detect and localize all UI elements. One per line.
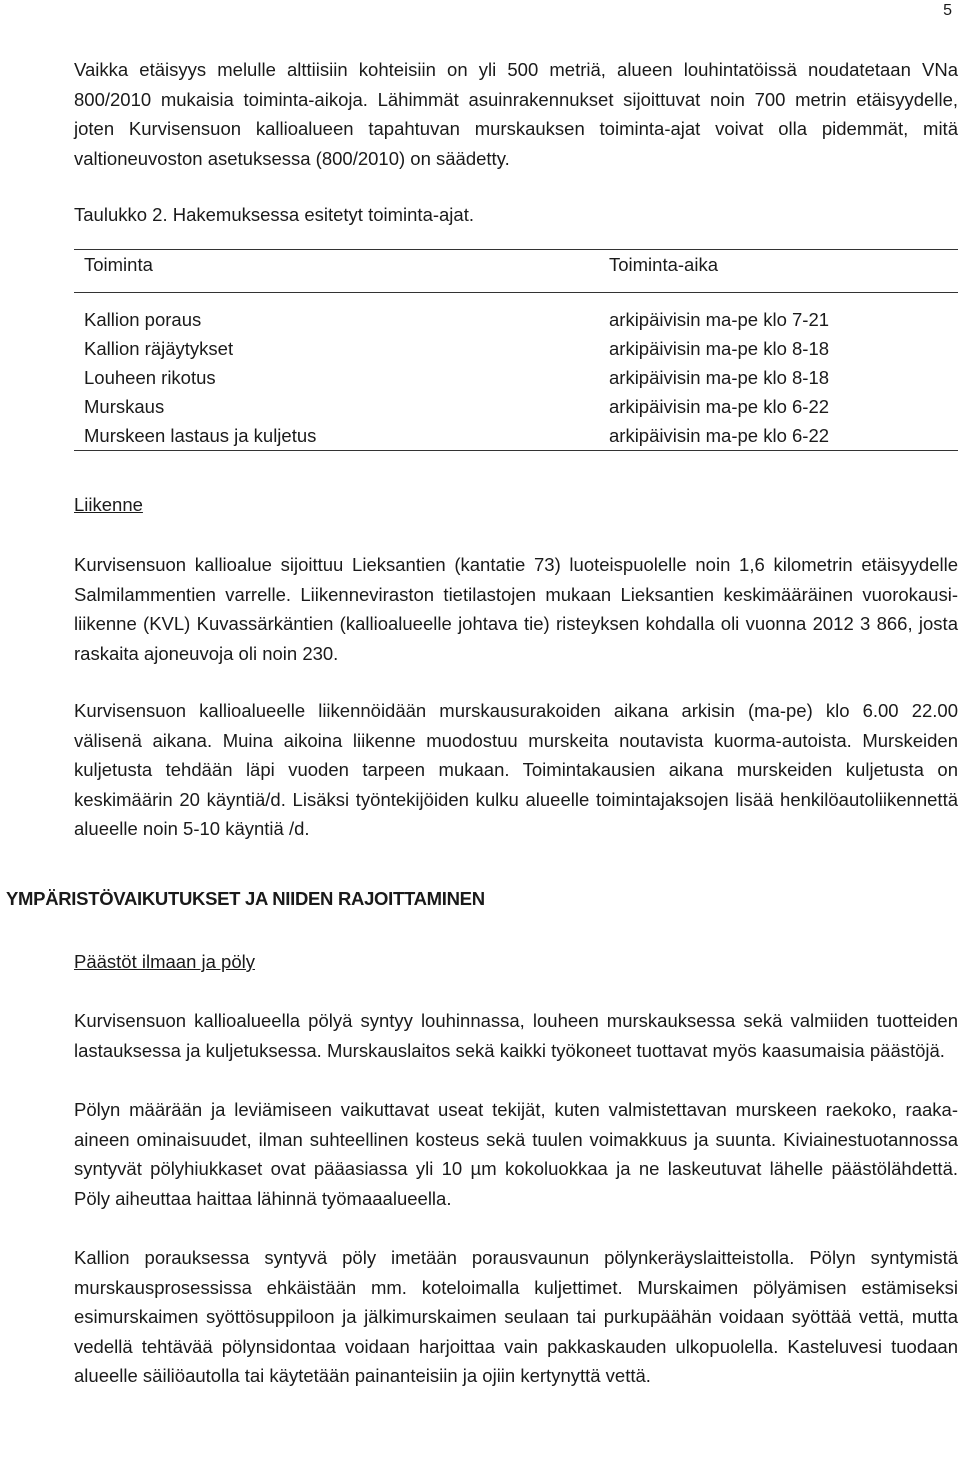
emissions-paragraph: Pölyn määrään ja leviämiseen vaikuttavat useat tekijät, kuten valmistettavan murskeen raekoko, raaka-aineen ominaisuudet, ilman suhteellinen kosteus sekä tuulen voimakkuus ja suunta. Kiviainestuotannossa syntyvät pölyhiukkaset ovat pääasiassa yli 10 µm kokoluokkaa ja ne laskeutuvat lähelle päästölähdettä. Pöly aiheuttaa haittaa lähinnä työmaaalueella. bbox=[74, 1099, 958, 1209]
intro-paragraph: Vaikka etäisyys melulle alttiisiin kohteisiin on yli 500 metriä, alueen louhintatöissä noudatetaan VNa 800/2010 mukaisia toiminta-aikoja. Lähimmät asuinrakennukset sijoittuvat noin 700 metrin etäisyydelle, joten Kurvisensuon kallioalueen tapahtuvan murskauksen toiminta-ajat voivat olla pidemmät, mitä valtioneuvoston asetuksessa (800/2010) on säädetty. bbox=[74, 59, 958, 169]
table-header-hours: Toiminta-aika bbox=[599, 250, 958, 293]
table-row bbox=[74, 363, 958, 392]
table-row bbox=[74, 392, 958, 421]
environment-section bbox=[74, 948, 958, 1391]
operating-hours-table bbox=[74, 249, 958, 451]
table-header-activity: Toiminta bbox=[74, 250, 599, 293]
page-number: 5 bbox=[943, 2, 952, 19]
table-cell-activity: Louheen rikotus bbox=[84, 367, 216, 388]
traffic-paragraph: Kurvisensuon kallioalue sijoittuu Lieksantien (kantatie 73) luoteispuolelle noin 1,6 kilometrin etäisyydelle Salmilammentien varrelle. Liikenneviraston tietilastojen mukaan Lieksantien keskimääräinen vuorokausi-liikenne (KVL) Kuvassärkäntien (kallioalueelle johtava tie) risteyksen kohdalla oli vuonna 2012 3 866, josta raskaita ajoneuvoja oli noin 230. bbox=[74, 554, 958, 664]
table-cell-activity: Murskeen lastaus ja kuljetus bbox=[74, 421, 599, 451]
table-cell-hours: arkipäivisin ma-pe klo 8-18 bbox=[609, 367, 830, 388]
emissions-paragraph: Kallion porauksessa syntyvä pöly imetään porausvaunun pölynkeräyslaitteistolla. Pölyn syntymistä murskausprosessissa ehkäistään mm. koteloimalla kuljettimet. Murskaimen pölyämisen estämiseksi esimurskaimen syöttösuppiloon ja jälkimurskaimen seulaan tai purkupäähän voidaan syöttää vettä, mutta vedellä tehtävää pölynsidontaa voidaan harjoittaa vain pakkaskauden ulkopuolella. Kasteluvesi tuodaan alueelle säiliöautolla tai käytetään painanteisiin ja ojiin kertynyttä vettä. bbox=[74, 1247, 958, 1386]
emissions-subheading: Päästöt ilmaan ja pöly bbox=[74, 951, 255, 972]
table-cell-hours: arkipäivisin ma-pe klo 6-22 bbox=[609, 396, 830, 417]
table-cell-hours: arkipäivisin ma-pe klo 8-18 bbox=[609, 338, 830, 359]
table-header-row bbox=[74, 250, 958, 293]
table-row bbox=[74, 421, 958, 451]
traffic-heading: Liikenne bbox=[74, 494, 143, 515]
emissions-paragraph: Kurvisensuon kallioalueella pölyä syntyy louhinnassa, louheen murskauksessa sekä valmiiden tuotteiden lastauksessa ja kuljetuksessa. Murskauslaitos sekä kaikki työkoneet tuottavat myös kaasumaisia päästöjä. bbox=[74, 1010, 958, 1061]
table-caption: Taulukko 2. Hakemuksessa esitetyt toiminta-ajat. bbox=[74, 204, 474, 225]
table-cell-activity: Kallion räjäytykset bbox=[84, 338, 234, 359]
table-cell-activity: Kallion poraus bbox=[84, 309, 202, 330]
table-cell-hours: arkipäivisin ma-pe klo 6-22 bbox=[599, 421, 958, 451]
table-cell-hours: arkipäivisin ma-pe klo 7-21 bbox=[609, 309, 830, 330]
table-row bbox=[74, 334, 958, 363]
table-row bbox=[74, 293, 958, 335]
document-body bbox=[74, 55, 958, 844]
section-heading-environment: YMPÄRISTÖVAIKUTUKSET JA NIIDEN RAJOITTAMINEN bbox=[6, 888, 485, 909]
table-cell-activity: Murskaus bbox=[84, 396, 165, 417]
traffic-paragraph: Kurvisensuon kallioalueelle liikennöidään murskausurakoiden aikana arkisin (ma-pe) klo 6.00 22.00 välisenä aikana. Muina aikoina liikenne muodostuu murskeita noutavista kuorma-autoista. Murskeiden kuljetusta tehdään läpi vuoden tarpeen mukaan. Toimintakausien aikana murskeiden kuljetusta on keskimäärin 20 käyntiä/d. Lisäksi työntekijöiden kulku alueelle toimintajaksojen lisää henkilöautoliikennettä alueelle noin 5-10 käyntiä /d. bbox=[74, 700, 958, 839]
